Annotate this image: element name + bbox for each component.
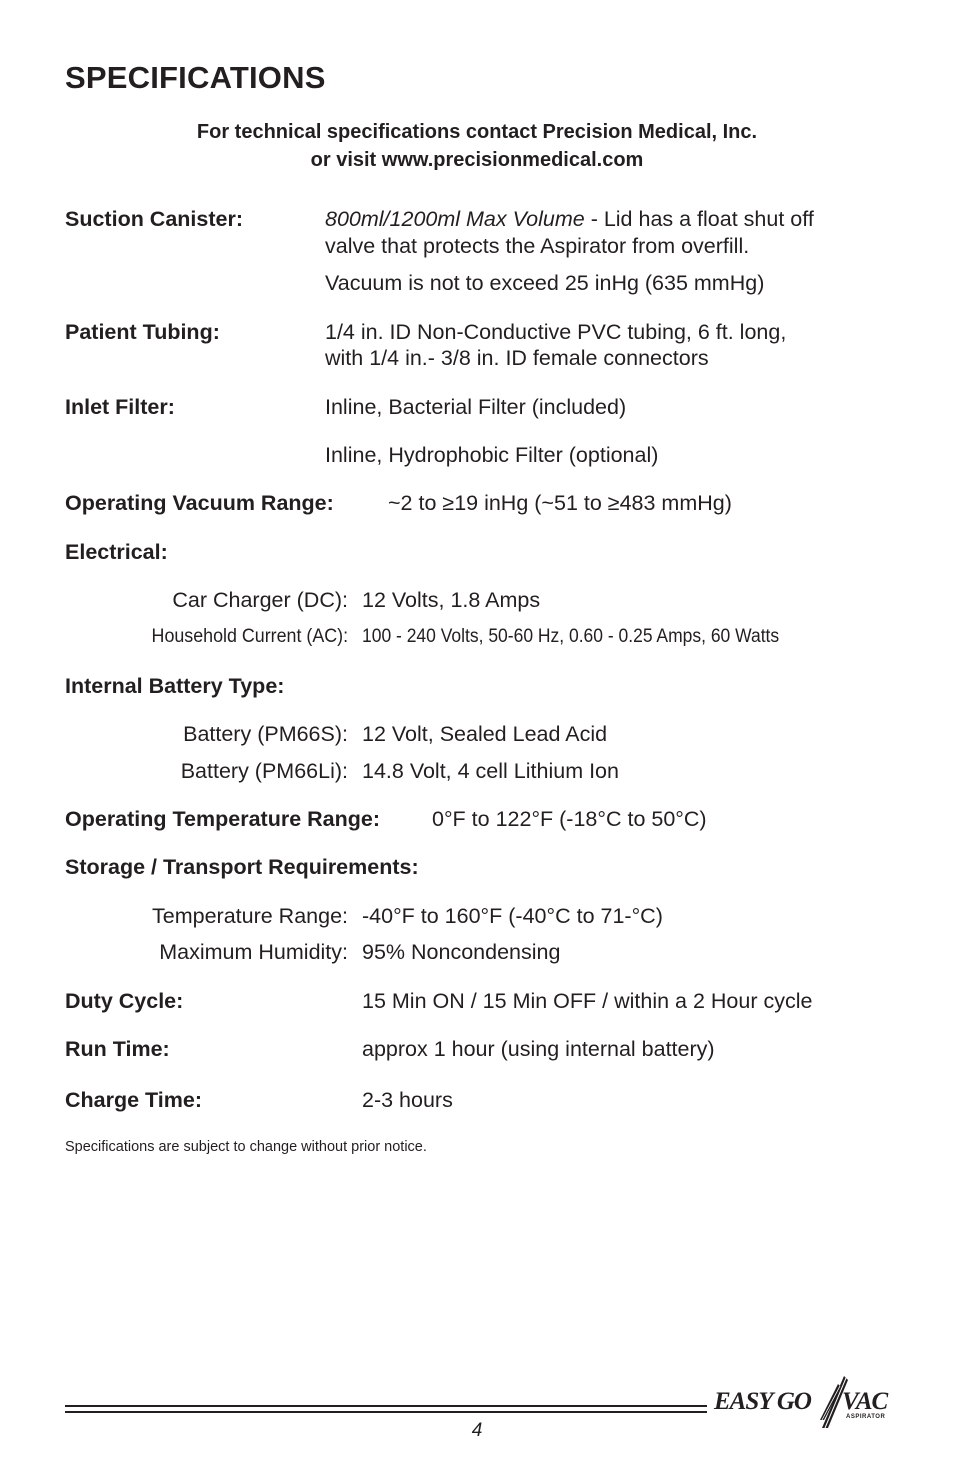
electrical-label: Electrical: xyxy=(65,540,168,564)
duty-cycle-value: 15 Min ON / 15 Min OFF / within a 2 Hour cycle xyxy=(362,989,813,1013)
op-temp-value: 0°F to 122°F (-18°C to 50°C) xyxy=(432,807,707,831)
op-temp-label: Operating Temperature Range: xyxy=(65,807,380,831)
suction-canister-label: Suction Canister: xyxy=(65,207,243,231)
patient-tubing-line-2: with 1/4 in.- 3/8 in. ID female connectors xyxy=(325,346,709,370)
storage-temp-label: Temperature Range: xyxy=(152,904,348,928)
suction-canister-line-1 xyxy=(325,207,814,232)
battery-pm66li-label: Battery (PM66Li): xyxy=(180,759,348,783)
vacuum-range-label: Operating Vacuum Range: xyxy=(65,491,334,515)
patient-tubing-label: Patient Tubing: xyxy=(65,320,220,344)
logo-subtitle: ASPIRATOR xyxy=(846,1414,886,1420)
intro-line-2: or visit www.precisionmedical.com xyxy=(310,149,644,171)
footer-rule-bottom xyxy=(65,1411,707,1413)
storage-temp-value: -40°F to 160°F (-40°C to 71-°C) xyxy=(362,904,663,928)
duty-cycle-label: Duty Cycle: xyxy=(65,989,184,1013)
inlet-filter-label: Inlet Filter: xyxy=(65,395,175,419)
logo-text-left: EASY GO xyxy=(714,1388,811,1415)
page-title: SPECIFICATIONS xyxy=(65,60,326,95)
footer-rule-top xyxy=(65,1405,707,1407)
battery-pm66s-value: 12 Volt, Sealed Lead Acid xyxy=(362,722,608,746)
disclaimer-note: Specifications are subject to change without prior notice. xyxy=(65,1139,427,1155)
battery-pm66s-label: Battery (PM66S): xyxy=(183,722,348,746)
storage-label: Storage / Transport Requirements: xyxy=(65,855,419,879)
storage-humidity-label: Maximum Humidity: xyxy=(159,940,348,964)
battery-pm66li-value: 14.8 Volt, 4 cell Lithium Ion xyxy=(362,759,619,783)
patient-tubing-line-1: 1/4 in. ID Non-Conductive PVC tubing, 6 ft. long, xyxy=(325,320,787,344)
suction-desc-2: valve that protects the Aspirator from overfill. xyxy=(325,234,750,258)
household-current-label: Household Current (AC): xyxy=(151,626,348,647)
suction-vacuum-limit: Vacuum is not to exceed 25 inHg (635 mmHg) xyxy=(325,271,765,295)
charge-time-label: Charge Time: xyxy=(65,1088,202,1112)
easy-go-vac-logo xyxy=(712,1374,892,1434)
run-time-label: Run Time: xyxy=(65,1037,170,1061)
storage-humidity-value: 95% Noncondensing xyxy=(362,940,561,964)
page-number: 4 xyxy=(471,1420,483,1441)
charge-time-value: 2-3 hours xyxy=(362,1088,453,1112)
intro-line-1: For technical specifications contact Precision Medical, Inc. xyxy=(196,121,758,143)
run-time-value: approx 1 hour (using internal battery) xyxy=(362,1037,715,1061)
household-current-value: 100 - 240 Volts, 50-60 Hz, 0.60 - 0.25 Amps, 60 Watts xyxy=(362,626,780,647)
battery-type-label: Internal Battery Type: xyxy=(65,674,285,698)
inlet-filter-bacterial: Inline, Bacterial Filter (included) xyxy=(325,395,627,419)
logo-text-right: VAC xyxy=(842,1388,888,1415)
suction-desc-1: - Lid has a float shut off xyxy=(584,207,814,231)
car-charger-value: 12 Volts, 1.8 Amps xyxy=(362,588,541,612)
inlet-filter-hydrophobic: Inline, Hydrophobic Filter (optional) xyxy=(325,443,659,467)
vacuum-range-value: ~2 to ≥19 inHg (~51 to ≥483 mmHg) xyxy=(388,491,732,515)
suction-volume: 800ml/1200ml Max Volume xyxy=(325,207,585,231)
car-charger-label: Car Charger (DC): xyxy=(172,588,348,612)
